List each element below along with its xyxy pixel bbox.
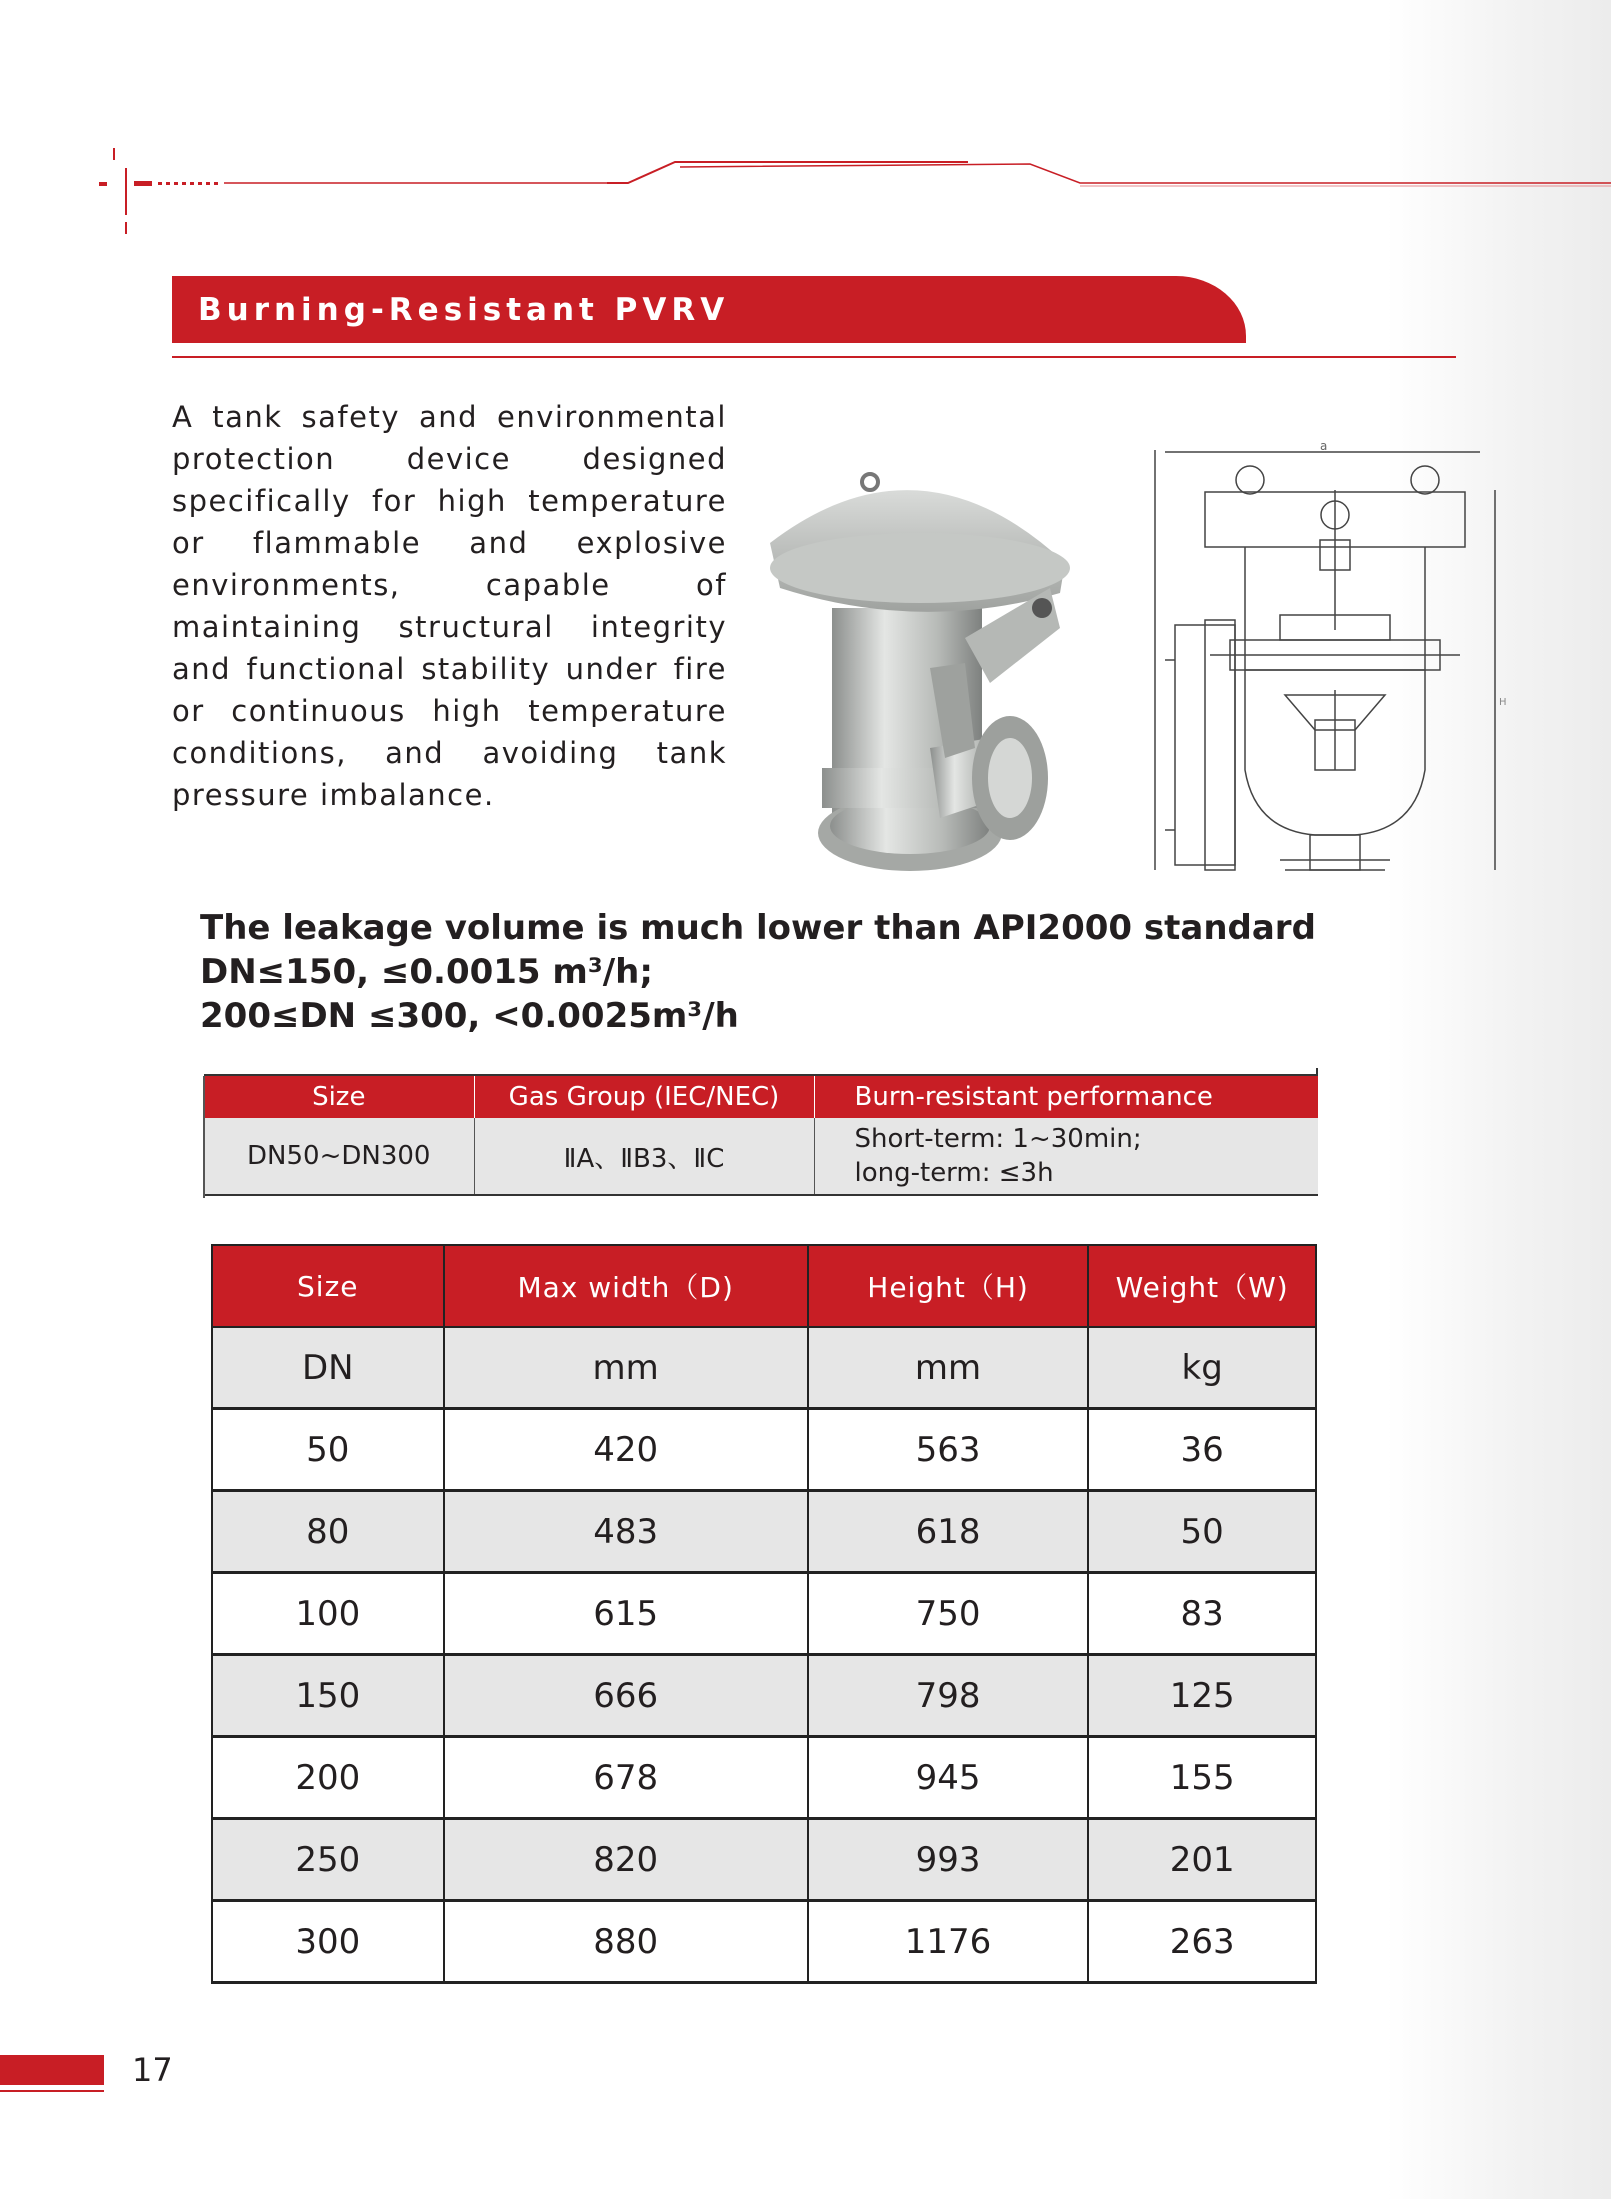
table-row [212, 1737, 1316, 1819]
spec-header-size: Size [204, 1076, 474, 1118]
cell-weight: 155 [1088, 1737, 1316, 1819]
cell-weight: 50 [1088, 1491, 1316, 1573]
section-title: Burning-Resistant PVRV [198, 292, 730, 328]
product-description: A tank safety and environmental protection device designed specifically for high temperature or flammable and explosive environments, capable of maintaining structural integrity and functional stability under fire or continuous high temperature conditions, and avoiding tank pressure imbalance. [172, 400, 727, 812]
cell-width: 880 [444, 1901, 808, 1983]
page-shade [1386, 0, 1611, 2199]
page-number-bar [0, 2055, 104, 2085]
spec-header-gas-group: Gas Group (IEC/NEC) [474, 1076, 814, 1118]
cell-width: 483 [444, 1491, 808, 1573]
cell-size: 80 [212, 1491, 444, 1573]
spec-performance-short: Short-term: 1~30min; [854, 1124, 1142, 1154]
cell-weight: 36 [1088, 1409, 1316, 1491]
cell-size: 150 [212, 1655, 444, 1737]
table-row [212, 1491, 1316, 1573]
spec-size: DN50~DN300 [204, 1118, 474, 1195]
spec-gas-group: ⅡA、ⅡB3、ⅡC [474, 1118, 814, 1195]
dimension-label-h: H [1499, 697, 1507, 708]
table-row [212, 1573, 1316, 1655]
cell-size: 50 [212, 1409, 444, 1491]
table-row [212, 1819, 1316, 1901]
cell-width: 820 [444, 1819, 808, 1901]
section-title-rule [172, 356, 1456, 358]
cell-height: 798 [808, 1655, 1089, 1737]
cell-width: 666 [444, 1655, 808, 1737]
leakage-line-1: The leakage volume is much lower than API2000 standard [200, 908, 1316, 948]
spec-performance [814, 1118, 1318, 1195]
leakage-line-2: DN≤150, ≤0.0015 m³/h; [200, 952, 653, 992]
cell-width: 420 [444, 1409, 808, 1491]
table-row [212, 1409, 1316, 1491]
unit-height: mm [808, 1327, 1089, 1409]
table-row [212, 1655, 1316, 1737]
cell-weight: 201 [1088, 1819, 1316, 1901]
spec-table-row [204, 1118, 1318, 1195]
spec-table [204, 1076, 1318, 1196]
cell-size: 250 [212, 1819, 444, 1901]
dimensions-table-header [212, 1245, 1316, 1327]
unit-width: mm [444, 1327, 808, 1409]
dims-header-weight: Weight（W) [1088, 1245, 1316, 1327]
leakage-line-3: 200≤DN ≤300, <0.0025m³/h [200, 996, 739, 1036]
dims-header-size: Size [212, 1245, 444, 1327]
leakage-statement [200, 906, 1316, 1038]
spec-header-performance: Burn-resistant performance [814, 1076, 1318, 1118]
header-decoration [0, 0, 1611, 240]
page-number-rule [0, 2090, 104, 2092]
cell-height: 750 [808, 1573, 1089, 1655]
dims-header-height: Height（H) [808, 1245, 1089, 1327]
cell-height: 993 [808, 1819, 1089, 1901]
cell-size: 100 [212, 1573, 444, 1655]
cell-width: 678 [444, 1737, 808, 1819]
cell-size: 200 [212, 1737, 444, 1819]
page-number: 17 [132, 2051, 173, 2089]
table-row [212, 1901, 1316, 1983]
product-photo [760, 448, 1155, 888]
cell-height: 563 [808, 1409, 1089, 1491]
cell-weight: 263 [1088, 1901, 1316, 1983]
dimension-label-a: a [1320, 439, 1328, 453]
cell-weight: 125 [1088, 1655, 1316, 1737]
spec-performance-long: long-term: ≤3h [854, 1158, 1054, 1188]
cell-height: 1176 [808, 1901, 1089, 1983]
technical-drawing [1155, 439, 1507, 880]
dims-units-row [212, 1327, 1316, 1409]
cell-size: 300 [212, 1901, 444, 1983]
cell-width: 615 [444, 1573, 808, 1655]
cell-height: 945 [808, 1737, 1089, 1819]
dimensions-table [211, 1244, 1317, 1984]
cell-weight: 83 [1088, 1573, 1316, 1655]
unit-size: DN [212, 1327, 444, 1409]
spec-table-left-border [203, 1076, 205, 1198]
cell-height: 618 [808, 1491, 1089, 1573]
dims-header-width: Max width（D) [444, 1245, 808, 1327]
unit-weight: kg [1088, 1327, 1316, 1409]
spec-table-header [204, 1076, 1318, 1118]
